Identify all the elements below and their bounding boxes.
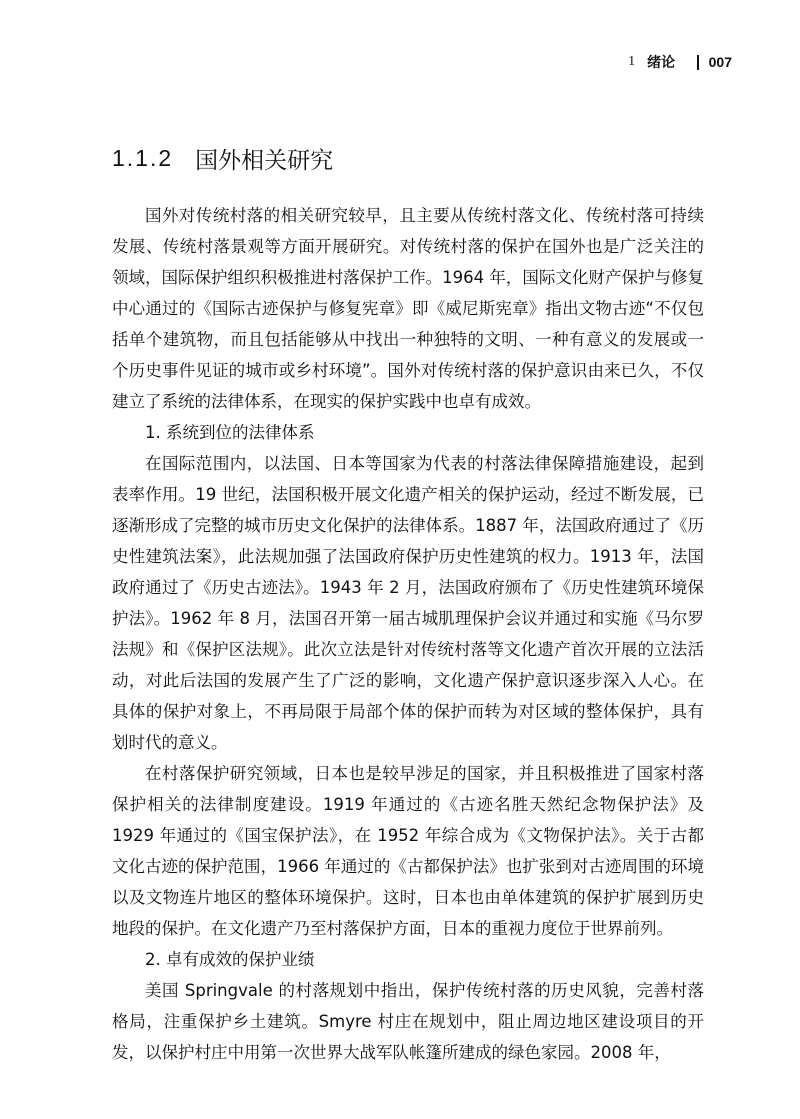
subheading-achievements: 2. 卓有成效的保护业绩 <box>145 950 315 969</box>
page-number: 007 <box>708 54 732 70</box>
paragraph-france: 在国际范围内，以法国、日本等国家为代表的村落法律保障措施建设，起到表率作用。19 世纪，法国积极开展文化遗产相关的保护运动，经过不断发展，已逐渐形成了完整的城市历史文化保护的法律体系。1887 年，法国政府通过了《历史性建筑法案》，此法规加强了法国政府保护历史性建筑的权力。1913 年，法国政府通过了《历史古迹法》。1943 年 2 月，法国政府颁布了《历史性建筑环境保护法》。1962 年 8 月，法国召开第一届古城肌理保护会议并通过和实施《马尔罗法规》和《保护区法规》。此次立法是针对传统村落等文化遗产首次开展的立法活动，对此后法国的发展产生了广泛的影响，文化遗产保护意识逐步深入人心。在具体的保护对象上，不再局限于局部个体的保护而转为对区域的整体保护，具有划时代的意义。 <box>112 454 704 752</box>
body-text <box>112 200 704 1068</box>
header-divider <box>697 55 699 70</box>
running-header <box>628 52 732 72</box>
chapter-number: 1 <box>628 54 636 69</box>
section-heading <box>112 142 333 175</box>
section-number: 1.1.2 <box>112 145 174 171</box>
chapter-title: 绪论 <box>647 55 676 71</box>
paragraph-usa: 美国 Springvale 的村落规划中指出，保护传统村落的历史风貌，完善村落格局，注重保护乡土建筑。Smyre 村庄在规划中，阻止周边地区建设项目的开发，以保护村庄中用第一次世界大战军队帐篷所建成的绿色家园。2008 年， <box>112 981 704 1062</box>
paragraph-japan: 在村落保护研究领域，日本也是较早涉足的国家，并且积极推进了国家村落保护相关的法律制度建设。1919 年通过的《古迹名胜天然纪念物保护法》及 1929 年通过的《国宝保护法》，在 1952 年综合成为《文物保护法》。关于古都文化古迹的保护范围，1966 年通过的《古都保护法》也扩张到对古迹周围的环境以及文物连片地区的整体环境保护。这时，日本也由单体建筑的保护扩展到历史地段的保护。在文化遗产乃至村落保护方面，日本的重视力度位于世界前列。 <box>112 764 704 938</box>
paragraph-intro: 国外对传统村落的相关研究较早，且主要从传统村落文化、传统村落可持续发展、传统村落景观等方面开展研究。对传统村落的保护在国外也是广泛关注的领域，国际保护组织积极推进村落保护工作。1964 年，国际文化财产保护与修复中心通过的《国际古迹保护与修复宪章》即《威尼斯宪章》指出文物古迹“不仅包括单个建筑物，而且包括能够从中找出一种独特的文明、一种有意义的发展或一个历史事件见证的城市或乡村环境”。国外对传统村落的保护意识由来已久，不仅建立了系统的法律体系，在现实的保护实践中也卓有成效。 <box>112 206 704 411</box>
subheading-legal-system: 1. 系统到位的法律体系 <box>145 423 315 442</box>
section-title: 国外相关研究 <box>195 148 334 174</box>
